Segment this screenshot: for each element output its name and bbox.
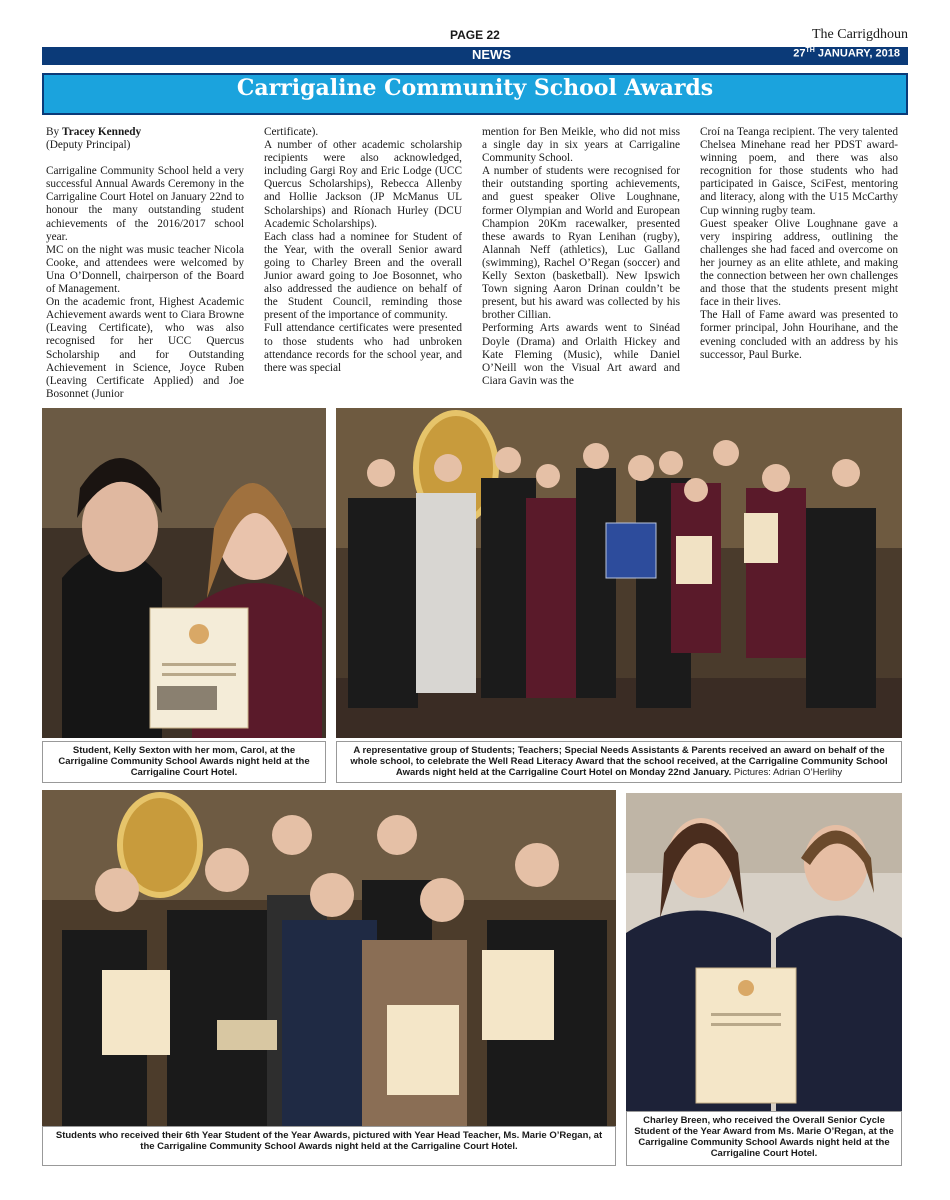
photo-kelly-sexton xyxy=(42,408,326,738)
author-role: (Deputy Principal) xyxy=(46,139,131,152)
caption-photo-3: Students who received their 6th Year Student of the Year Awards, pictured with Year Head Teacher, Ms. Marie O’Regan, at the Carrigaline Community School Awards night held at the Carrigaline Court Hotel. xyxy=(42,1126,616,1166)
paragraph: A number of students were recognised for their outstanding sporting achievements, and guest speaker Olive Loughnane, former Olympian and World and European Champion 20Km racewalker, presented these awards to Ryan Lenihan (rugby), Alannah Neff (athletics), Luc Galland (swimming), Rachel O’Regan (soccer) and Kelly Sexton (basketball). New Ipswich Town signing Aaron Drinan couldn’t be present, but his award was collected by his brother Cillian. xyxy=(482,165,680,322)
caption-text: A representative group of Students; Teachers; Special Needs Assistants & Parents received an award on behalf of the whole school, to celebrate the Well Read Literacy Award that the school received, at the Carrigaline Community School Awards night held at the Carrigaline Court Hotel on Monday 22nd January. xyxy=(350,745,888,778)
article-column-3 xyxy=(482,126,680,388)
photo-charley-breen xyxy=(626,793,902,1111)
paragraph: The Hall of Fame award was presented to former principal, John Hourihane, and the evening concluded with an address by his successor, Paul Burke. xyxy=(700,309,898,361)
paragraph: MC on the night was music teacher Nicola Cooke, and attendees were welcomed by Una O’Donnell, chairperson of the Board of Management. xyxy=(46,243,244,296)
paragraph: Certificate). xyxy=(264,126,319,138)
byline xyxy=(46,126,244,139)
article-column-2 xyxy=(264,126,462,375)
paragraph: Guest speaker Olive Loughnane gave a very inspiring address, outlining the challenges she had faced and overcome on her journey as an elite athlete, and making the connection between her own challenges and those that the students present might face in their lives. xyxy=(700,217,898,309)
section-bar xyxy=(42,47,908,65)
paragraph: Full attendance certificates were presented to those students who had unbroken attendance records for the school year, and there was special xyxy=(264,322,462,374)
caption-photo-4: Charley Breen, who received the Overall Senior Cycle Student of the Year Award from Ms. Marie O’Regan, at the Carrigaline Community School Awards night held at the Carrigaline Court Hotel. xyxy=(626,1111,902,1166)
publication-name: The Carrigdhoun xyxy=(811,27,908,42)
date-rest: JANUARY, 2018 xyxy=(814,47,900,60)
paragraph: Croí na Teanga recipient. The very talented Chelsea Minehane read her PDST award-winning poem, and there was also recognition for those students who had participated in Gaisce, SciFest, mentoring and literacy, along with the U15 McCarthy Cup winning rugby team. xyxy=(700,126,898,217)
paragraph: A number of other academic scholarship recipients were also acknowledged, including Gargi Roy and Eric Lodge (UCC Quercus Scholarships), Rebecca Allenby and Hollie Jackson (JP McManus UL Scholarships) and Ríonach Hurley (DCU Academic Scholarships). xyxy=(264,139,462,230)
article-column-1 xyxy=(46,126,244,401)
headline-banner xyxy=(42,73,908,115)
paragraph: Carrigaline Community School held a very successful Annual Awards Ceremony in the Carrigaline Court Hotel on January 22nd to honour the many outstanding student achievements of the 2016/2017 school year. xyxy=(46,165,244,243)
headline: Carrigaline Community School Awards xyxy=(236,75,714,101)
paragraph: mention for Ben Meikle, who did not miss a single day in six years at Carrigaline Community School. xyxy=(482,126,680,165)
photo-6th-year-awards xyxy=(42,790,616,1126)
caption-photo-1: Student, Kelly Sexton with her mom, Carol, at the Carrigaline Community School Awards night held at the Carrigaline Court Hotel. xyxy=(42,741,326,783)
caption-photo-2 xyxy=(336,741,902,783)
paragraph: On the academic front, Highest Academic Achievement awards went to Ciara Browne (Leaving Certificate), who was also recognised for her UCC Quercus Scholarship and for Outstanding Achievement in Science, Joyce Ruben (Leaving Certificate Applied) and Joe Bosonnet (Junior xyxy=(46,296,244,400)
article-column-4 xyxy=(700,126,898,362)
page-number: PAGE 22 xyxy=(450,28,500,42)
photo-group-literacy-award xyxy=(336,408,902,738)
photo-credit: Pictures: Adrian O’Herlihy xyxy=(733,767,843,778)
date-suffix: TH xyxy=(805,47,815,54)
paragraph: Performing Arts awards went to Sinéad Doyle (Drama) and Orlaith Hickey and Kate Fleming (Music), while Daniel O’Neill won the Visual Art award and Ciara Gavin was the xyxy=(482,322,680,387)
paragraph: Each class had a nominee for Student of the Year, with the overall Senior award going to Charley Breen and the overall Junior award going to Joe Bosonnet, who also addressed the audience on behalf of the Student Council, reminding those present of the importance of community. xyxy=(264,230,462,322)
byline-prefix: By xyxy=(46,126,63,138)
date-day: 27 xyxy=(793,47,806,60)
author-name: Tracey Kennedy xyxy=(62,126,142,138)
section-label: NEWS xyxy=(472,47,511,62)
issue-date xyxy=(793,47,900,60)
